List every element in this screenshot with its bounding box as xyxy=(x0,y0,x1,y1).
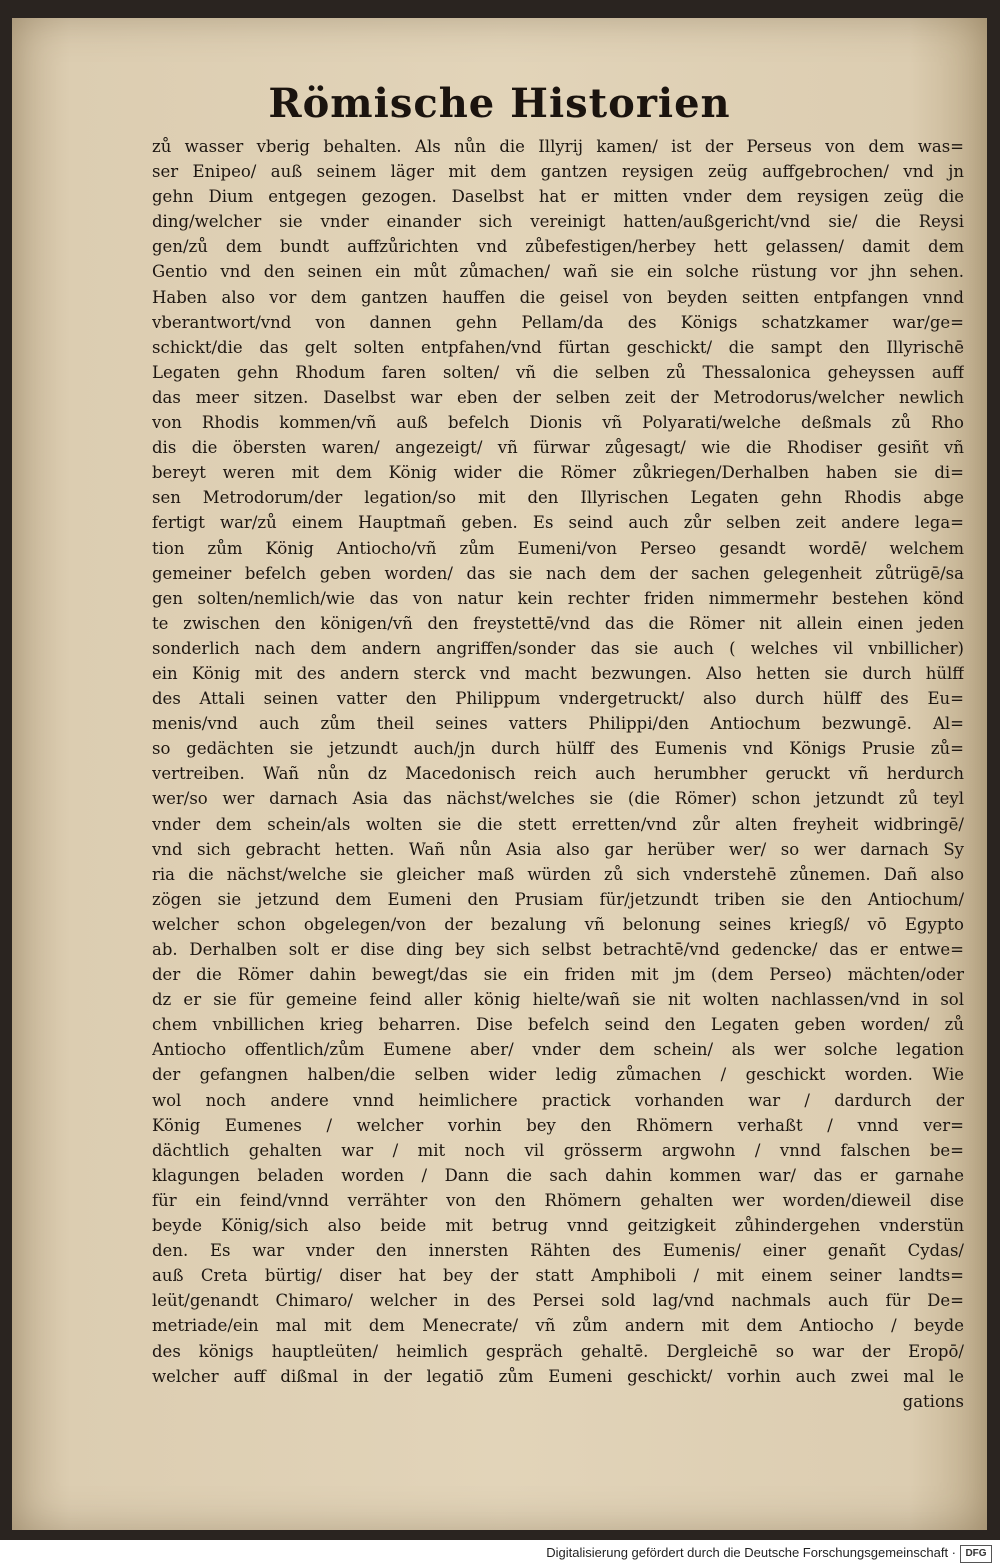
text-line: gemeiner befelch geben worden/ das sie nach dem der sachen gelegenheit zůtrügē/sa xyxy=(152,563,964,583)
text-line: vertreiben. Wañ nůn dz Macedonisch reich auch herumbher geruckt vñ herdurch xyxy=(152,764,964,784)
text-line: wer/so wer darnach Asia das nächst/welches sie (die Römer) schon jetzundt zů teyl xyxy=(152,789,964,809)
text-line: König Eumenes / welcher vorhin bey den Rhömern verhaßt / vnnd ver= xyxy=(152,1115,964,1135)
text-line: gen solten/nemlich/wie das von natur kein rechter friden nimmermehr bestehen könd xyxy=(152,588,964,608)
text-line: sen Metrodorum/der legation/so mit den Illyrischen Legaten gehn Rhodis abge xyxy=(152,488,964,508)
text-line: fertigt war/zů einem Hauptmañ geben. Es seind auch zůr selben zeit andere lega= xyxy=(152,513,964,533)
text-line: klagungen beladen worden / Dann die sach dahin kommen war/ das er garnahe xyxy=(152,1165,964,1185)
text-line: bereyt weren mit dem König wider die Römer zůkriegen/Derhalben haben sie di= xyxy=(152,463,964,483)
text-line: wol noch andere vnnd heimlichere practick vorhanden war / dardurch der xyxy=(152,1090,964,1110)
text-line: des Attali seinen vatter den Philippum vndergetruckt/ also durch hülff des Eu= xyxy=(152,689,964,709)
text-line: ab. Derhalben solt er dise ding bey sich selbst betrachtē/vnd gedencke/ das er entwe= xyxy=(152,940,964,959)
page-title: Römische Historien xyxy=(268,80,731,127)
text-line: dis die öbersten waren/ angezeigt/ vñ fürwar zůgesagt/ wie die Rhodiser gesiñt vñ xyxy=(152,438,964,458)
text-line: auß Creta bürtig/ diser hat bey der statt Amphiboli / mit einem seiner landts= xyxy=(152,1266,964,1286)
text-line: menis/vnd auch zům theil seines vatters Philippi/den Antiochum bezwungē. Al= xyxy=(152,714,964,734)
text-line: das meer sitzen. Daselbst war eben der selben zeit der Metrodorus/welcher newlich xyxy=(152,387,964,407)
text-line: schickt/die das gelt solten entpfahen/vnd fürtan geschickt/ die sampt den Illyrischē xyxy=(152,337,964,357)
book-page xyxy=(12,18,987,1530)
text-line: sonderlich nach dem andern angriffen/sonder das sie auch ( welches vil vnbillicher) xyxy=(152,638,964,658)
text-line: vberantwort/vnd von dannen gehn Pellam/da des Königs schatzkamer war/ge= xyxy=(152,312,964,332)
text-line: den. Es war vnder den innersten Rähten des Eumenis/ einer genañt Cydas/ xyxy=(152,1241,964,1261)
text-line: gations xyxy=(902,1391,964,1411)
text-line: welcher schon obgelegen/von der bezalung vñ belonung seines kriegß/ vō Egypto xyxy=(152,914,964,934)
text-line: tion zům König Antiocho/vñ zům Eumeni/von Perseo gesandt wordē/ welchem xyxy=(152,538,964,558)
text-line: vnder dem schein/als wolten sie die stett erretten/vnd zůr alten freyheit widbringē/ xyxy=(152,814,964,834)
text-line: leüt/genandt Chimaro/ welcher in des Persei sold lag/vnd nachmals auch für De= xyxy=(152,1291,964,1311)
text-line: Antiocho offentlich/zům Eumene aber/ vnder dem schein/ als wer solche legation xyxy=(152,1040,964,1060)
text-line: beyde König/sich also beide mit betrug vnnd geitzigkeit zůhindergehen vnderstün xyxy=(152,1216,964,1236)
text-line: ria die nächst/welche sie gleicher maß würden zů sich vnderstehē zůnemen. Dañ also xyxy=(152,864,964,884)
text-line: te zwischen den königen/vñ den freystettē/vnd das die Römer nit allein einen jeden xyxy=(152,613,964,633)
text-line: metriade/ein mal mit dem Menecrate/ vñ zům andern mit dem Antiocho / beyde xyxy=(152,1316,964,1336)
text-line: der gefangnen halben/die selben wider ledig zůmachen / geschickt worden. Wie xyxy=(152,1065,964,1085)
text-line: zů wasser vberig behalten. Als nůn die Illyrij kamen/ ist der Perseus von dem was= xyxy=(152,137,964,156)
text-line: ser Enipeo/ auß seinem läger mit dem gantzen reysigen zeüg auffgebrochen/ vnd jn xyxy=(152,162,964,182)
text-line: von Rhodis kommen/vñ auß befelch Dionis vñ Polyarati/welche deßmals zů Rho xyxy=(152,413,964,433)
text-line: dächtlich gehalten war / mit noch vil grösserm argwohn / vnnd falschen be= xyxy=(152,1140,964,1160)
text-line: dz er sie für gemeine feind aller könig hielte/wañ sie nit wolten nachlassen/vnd in sol xyxy=(152,990,964,1010)
text-line: der die Römer dahin bewegt/das sie ein friden mit jm (dem Perseo) mächten/oder xyxy=(152,965,964,985)
text-line: für ein feind/vnnd verrähter von den Rhömern gehalten wer worden/dieweil dise xyxy=(152,1190,964,1210)
text-line: gen/zů dem bundt auffzůrichten vnd zůbefestigen/herbey hett gelassen/ damit dem xyxy=(152,237,964,257)
text-line: vnd sich gebracht hetten. Wañ nůn Asia also gar herüber wer/ so wer darnach Sy xyxy=(152,839,964,859)
text-line: welcher auff dißmal in der legatiō zům Eumeni geschickt/ vorhin auch zwei mal le xyxy=(152,1366,964,1386)
dfg-logo: DFG xyxy=(960,1545,992,1563)
text-line: zögen sie jetzund dem Eumeni den Prusiam für/jetzundt triben sie den Antiochum/ xyxy=(152,889,964,909)
text-line: gehn Dium entgegen gezogen. Daselbst hat er mitten vnder dem reysigen zeüg die xyxy=(152,187,964,207)
text-line: Legaten gehn Rhodum faren solten/ vñ die selben zů Thessalonica geheyssen auff xyxy=(152,362,964,382)
text-line: Gentio vnd den seinen ein můt zůmachen/ wañ sie ein solche rüstung vor jhn sehen. xyxy=(152,262,964,282)
text-line: chem vnbillichen krieg beharren. Dise befelch seind den Legaten geben worden/ zů xyxy=(152,1015,964,1035)
text-line: ding/welcher sie vnder einander sich vereinigt hatten/außgericht/vnd sie/ die Reysi xyxy=(152,212,964,232)
text-line: so gedächten sie jetzundt auch/jn durch hülff des Eumenis vnd Königs Prusie zů= xyxy=(152,739,964,759)
text-line: Haben also vor dem gantzen hauffen die geisel von beyden seitten entpfangen vnnd xyxy=(152,287,964,307)
text-line: des königs hauptleüten/ heimlich gespräch gehaltē. Dergleichē so war der Eropō/ xyxy=(152,1341,964,1361)
funding-credit: Digitalisierung gefördert durch die Deutsche Forschungsgemeinschaft · xyxy=(546,1545,956,1560)
body-text xyxy=(152,134,964,1414)
text-line: ein König mit des andern sterck vnd macht bezwungen. Also hetten sie durch hülff xyxy=(152,663,964,683)
footer-bar xyxy=(0,1540,1000,1566)
